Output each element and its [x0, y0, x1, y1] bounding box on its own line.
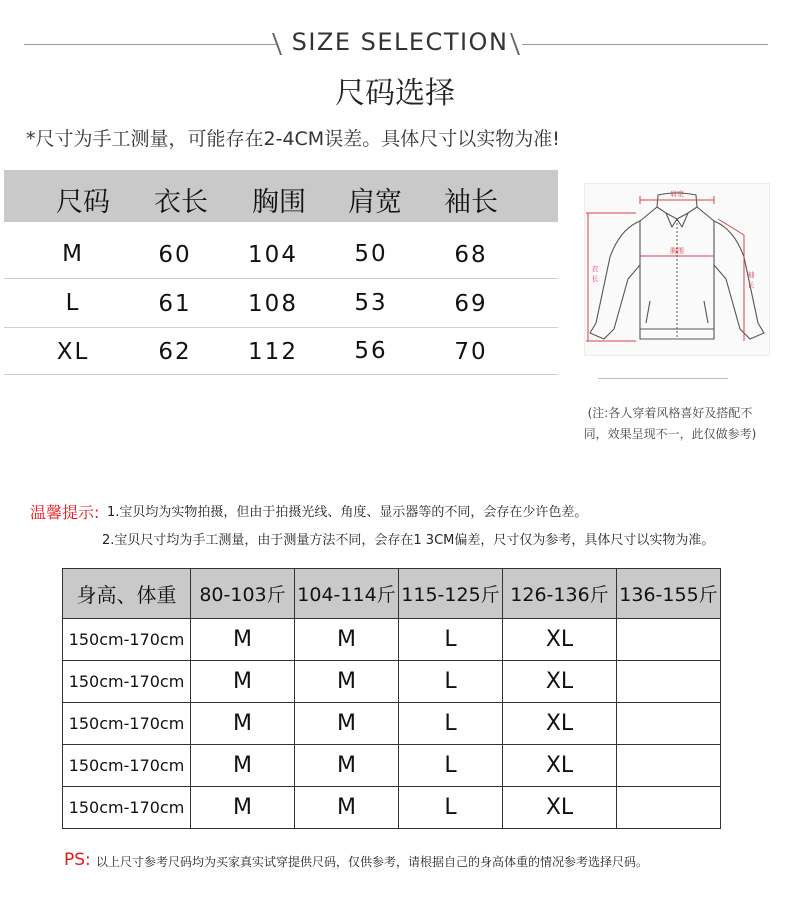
table-row: [63, 619, 721, 661]
header-rule-right: [522, 44, 768, 45]
size-cell: 112: [248, 339, 298, 365]
diagram-note-line: (注:各人穿着风格喜好及搭配不: [587, 406, 753, 420]
table-cell: XL: [503, 745, 617, 787]
size-cell: 60: [158, 242, 192, 268]
table-header-cell: 104-114斤: [295, 569, 399, 619]
ps-label: PS:: [64, 850, 91, 870]
table-header-cell: 80-103斤: [191, 569, 295, 619]
table-cell: M: [191, 619, 295, 661]
ps-text: 以上尺寸参考尺码均为买家真实试穿提供尺码，仅供参考，请根据自己的身高体重的情况参考选择尺码。: [96, 855, 649, 869]
diagram-divider: [598, 378, 728, 379]
size-col-header: 尺码: [56, 187, 110, 218]
table-cell: 150cm-170cm: [63, 745, 191, 787]
size-cell: XL: [56, 339, 90, 365]
table-cell: XL: [503, 703, 617, 745]
measurement-note: *尺寸为手工测量，可能存在2-4CM误差。具体尺寸以实物为准!: [26, 128, 560, 150]
table-header-cell: 身高、体重: [63, 569, 191, 619]
table-cell: M: [191, 661, 295, 703]
table-cell: M: [191, 703, 295, 745]
label-sleeve: 袖: [747, 271, 755, 279]
table-cell: 150cm-170cm: [63, 661, 191, 703]
diagram-note-line: 同，效果呈现不一，此仅做参考): [583, 427, 757, 441]
table-header-row: [63, 569, 721, 619]
table-row: [63, 787, 721, 829]
table-cell: XL: [503, 619, 617, 661]
table-row: [63, 661, 721, 703]
label-length: 长: [591, 275, 599, 283]
table-cell: [617, 703, 721, 745]
table-cell: 150cm-170cm: [63, 703, 191, 745]
label-shoulder: 肩宽: [670, 190, 684, 198]
size-col-header: 袖长: [444, 187, 498, 218]
table-cell: M: [295, 703, 399, 745]
size-cell: M: [62, 241, 84, 267]
size-cell: 61: [158, 291, 192, 317]
table-cell: M: [295, 661, 399, 703]
size-cell: 69: [454, 291, 488, 317]
size-col-header: 衣长: [154, 187, 208, 218]
size-cell: L: [65, 290, 81, 316]
size-row-divider: [4, 278, 558, 279]
size-cell: 53: [354, 290, 388, 316]
table-cell: M: [191, 787, 295, 829]
table-cell: M: [295, 787, 399, 829]
label-sleeve: 长: [747, 281, 755, 289]
jacket-diagram: [584, 183, 770, 356]
table-cell: [617, 745, 721, 787]
table-cell: [617, 787, 721, 829]
table-header-cell: 126-136斤: [503, 569, 617, 619]
table-cell: 150cm-170cm: [63, 787, 191, 829]
tip-line: 2.宝贝尺寸均为手工测量，由于测量方法不同，会存在1 3CM偏差，尺寸仅为参考，具体尺寸以实物为准。: [102, 533, 715, 548]
table-header-cell: 136-155斤: [617, 569, 721, 619]
tip-line: 1.宝贝均为实物拍摄，但由于拍摄光线、角度、显示器等的不同，会存在少许色差。: [107, 505, 588, 520]
size-cell: 68: [454, 242, 488, 268]
size-cell: 104: [248, 242, 298, 268]
table-cell: L: [399, 787, 503, 829]
size-col-header: 肩宽: [348, 187, 402, 218]
size-cell: 70: [454, 339, 488, 365]
table-cell: L: [399, 619, 503, 661]
table-cell: L: [399, 703, 503, 745]
table-cell: M: [295, 619, 399, 661]
table-row: [63, 745, 721, 787]
height-weight-table: [62, 568, 721, 829]
tips-title: 温馨提示:: [30, 503, 100, 522]
table-cell: L: [399, 745, 503, 787]
diagram-note: [570, 403, 770, 445]
table-cell: XL: [503, 661, 617, 703]
size-row-divider: [4, 327, 558, 328]
label-length: 衣: [591, 265, 599, 273]
size-cell: 62: [158, 339, 192, 365]
table-cell: [617, 661, 721, 703]
header-rule-left: [24, 44, 276, 45]
table-cell: XL: [503, 787, 617, 829]
table-cell: 150cm-170cm: [63, 619, 191, 661]
table-cell: M: [191, 745, 295, 787]
title-en: SIZE SELECTION: [291, 28, 509, 56]
table-cell: L: [399, 661, 503, 703]
size-col-header: 胸围: [252, 187, 306, 218]
size-cell: 108: [248, 291, 298, 317]
table-row: [63, 703, 721, 745]
label-chest: 胸围: [670, 247, 684, 255]
size-cell: 50: [354, 241, 388, 267]
title-cn: 尺码选择: [335, 76, 455, 111]
size-row-divider: [4, 374, 558, 375]
table-cell: [617, 619, 721, 661]
table-cell: M: [295, 745, 399, 787]
table-header-cell: 115-125斤: [399, 569, 503, 619]
size-cell: 56: [354, 338, 388, 364]
